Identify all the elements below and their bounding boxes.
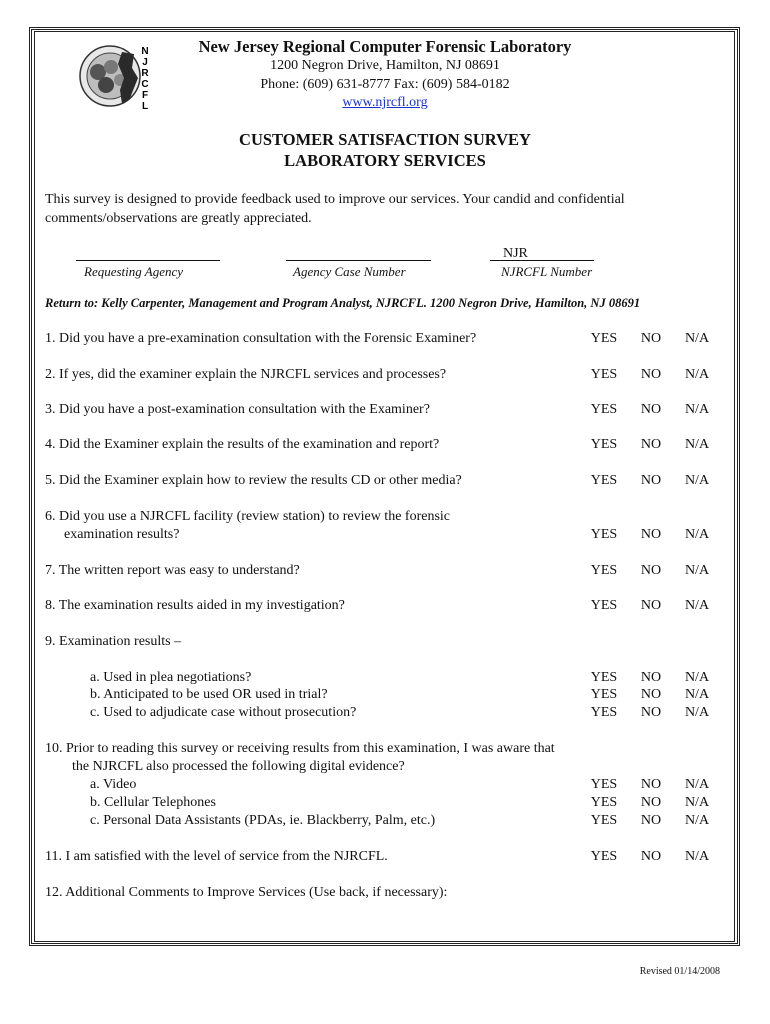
logo-letter: N [141,46,149,57]
question-10-continued: the NJRCFL also processed the following digital evidence? [72,759,405,774]
question-9c: c. Used to adjudicate case without prosecution? [90,705,357,720]
question-9a: a. Used in plea negotiations? [90,670,252,685]
answer-yes[interactable]: YES [590,473,618,488]
lab-phone-fax: Phone: (609) 631-8777 Fax: (609) 584-0182 [260,77,510,92]
answer-yes[interactable]: YES [590,795,618,810]
question-9: 9. Examination results – [45,634,182,649]
question-10a: a. Video [90,777,137,792]
answer-na[interactable]: N/A [684,437,710,452]
answer-no[interactable]: NO [640,813,662,828]
question-11: 11. I am satisfied with the level of service from the NJRCFL. [45,849,388,864]
answer-yes[interactable]: YES [590,563,618,578]
question-6-continued: examination results? [64,527,180,542]
answer-na[interactable]: N/A [684,331,710,346]
answer-na[interactable]: N/A [684,813,710,828]
answer-yes[interactable]: YES [590,670,618,685]
question-6: 6. Did you use a NJRCFL facility (review station) to review the forensic [45,509,450,524]
question-9b: b. Anticipated to be used OR used in trial? [90,687,328,702]
question-12: 12. Additional Comments to Improve Services (Use back, if necessary): [45,885,448,900]
answer-na[interactable]: N/A [684,849,710,864]
answer-no[interactable]: NO [640,705,662,720]
answer-yes[interactable]: YES [590,331,618,346]
answer-yes[interactable]: YES [590,687,618,702]
survey-title: CUSTOMER SATISFACTION SURVEY [239,130,531,149]
answer-yes[interactable]: YES [590,437,618,452]
question-10: 10. Prior to reading this survey or receiving results from this examination, I was aware that [45,741,555,756]
logo-letter: F [141,90,149,101]
answer-na[interactable]: N/A [684,705,710,720]
revision-date: Revised 01/14/2008 [639,966,720,977]
answer-no[interactable]: NO [640,670,662,685]
intro-text-line: comments/observations are greatly appreciated. [45,211,312,226]
answer-yes[interactable]: YES [590,777,618,792]
logo-letter: C [141,79,149,90]
answer-no[interactable]: NO [640,598,662,613]
answer-na[interactable]: N/A [684,402,710,417]
answer-no[interactable]: NO [640,473,662,488]
question-5: 5. Did the Examiner explain how to review the results CD or other media? [45,473,462,488]
answer-yes[interactable]: YES [590,527,618,542]
answer-yes[interactable]: YES [590,813,618,828]
answer-no[interactable]: NO [640,795,662,810]
answer-no[interactable]: NO [640,849,662,864]
njrcfl-number-label: NJRCFL Number [501,264,593,279]
answer-no[interactable]: NO [640,563,662,578]
requesting-agency-field[interactable] [76,260,220,261]
survey-subtitle: LABORATORY SERVICES [284,151,486,170]
return-to-address: Return to: Kelly Carpenter, Management and Program Analyst, NJRCFL. 1200 Negron Drive, Hamilton, NJ 08691 [45,296,641,310]
answer-na[interactable]: N/A [684,527,710,542]
logo-letter: L [141,101,149,112]
answer-no[interactable]: NO [640,777,662,792]
answer-no[interactable]: NO [640,367,662,382]
logo-letter: R [141,68,149,79]
question-4: 4. Did the Examiner explain the results of the examination and report? [45,437,440,452]
question-7: 7. The written report was easy to understand? [45,563,300,578]
answer-no[interactable]: NO [640,331,662,346]
answer-na[interactable]: N/A [684,670,710,685]
question-3: 3. Did you have a post-examination consultation with the Examiner? [45,402,430,417]
answer-na[interactable]: N/A [684,777,710,792]
logo-letter: J [142,57,148,68]
answer-no[interactable]: NO [640,527,662,542]
answer-yes[interactable]: YES [590,367,618,382]
lab-address: 1200 Negron Drive, Hamilton, NJ 08691 [270,58,500,73]
question-8: 8. The examination results aided in my investigation? [45,598,345,613]
question-1: 1. Did you have a pre-examination consultation with the Forensic Examiner? [45,331,477,346]
answer-yes[interactable]: YES [590,849,618,864]
answer-na[interactable]: N/A [684,687,710,702]
answer-na[interactable]: N/A [684,367,710,382]
question-10b: b. Cellular Telephones [90,795,216,810]
answer-no[interactable]: NO [640,687,662,702]
njrcfl-seal-logo [78,34,160,116]
answer-no[interactable]: NO [640,402,662,417]
agency-case-number-label: Agency Case Number [293,264,406,279]
intro-text-line: This survey is designed to provide feedback used to improve our services. Your candid and confidential [45,192,625,207]
agency-case-number-field[interactable] [286,260,431,261]
question-10c: c. Personal Data Assistants (PDAs, ie. Blackberry, Palm, etc.) [90,813,436,828]
answer-na[interactable]: N/A [684,563,710,578]
answer-yes[interactable]: YES [590,402,618,417]
lab-website-link[interactable]: www.njrcfl.org [342,95,428,110]
answer-yes[interactable]: YES [590,705,618,720]
requesting-agency-label: Requesting Agency [84,264,184,279]
question-2: 2. If yes, did the examiner explain the NJRCFL services and processes? [45,367,447,382]
answer-no[interactable]: NO [640,437,662,452]
answer-na[interactable]: N/A [684,795,710,810]
answer-na[interactable]: N/A [684,598,710,613]
answer-yes[interactable]: YES [590,598,618,613]
njrcfl-number-prefix: NJR [503,246,528,261]
answer-na[interactable]: N/A [684,473,710,488]
lab-name: New Jersey Regional Computer Forensic Laboratory [198,37,572,56]
